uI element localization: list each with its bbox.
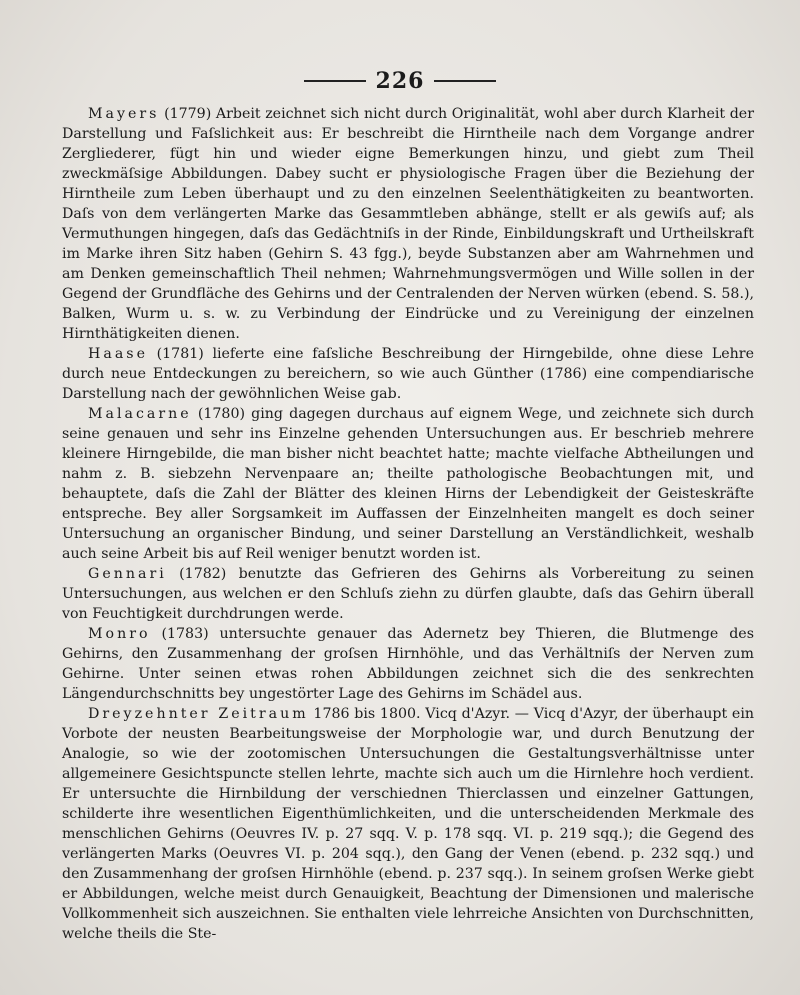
paragraph-text: (1781) lieferte eine faſsliche Beschreibung der Hirngebilde, ohne diese Lehre durch neue Entdeckungen zu bereichern, so wie auch Günther (1786) eine compendiarische Darstellung nach der gewöhnlichen Weise gab.	[62, 346, 754, 402]
paragraph-text: (1783) untersuchte genauer das Adernetz bey Thieren, die Blutmenge des Gehirns, den Zusammenhang der groſsen Hirnhöhle, und das Verhältniſs der Nerven zum Gehirne. Unter seinen etwas rohen Abbildungen zeichnet sich die des senkrechten Längendurchschnitts bey ungestörter Lage des Gehirns im Schädel aus.	[62, 626, 754, 702]
paragraph-gennari	[62, 564, 754, 624]
paragraph-text: 1786 bis 1800. Vicq d'Azyr. — Vicq d'Azyr, der überhaupt ein Vorbote der neusten Bearbeitungsweise der Morphologie war, und durch Benutzung der Analogie, so wie der zootomischen Untersuchungen die Gestaltungsverhältnisse unter allgemeinere Gesichtspuncte stellen lehrte, machte sich auch um die Hirnlehre hoch verdient. Er untersuchte die Hirnbildung der verschiednen Thierclassen und einzelner Gattungen, schilderte ihre wesentlichen Eigenthümlichkeiten, und die unterscheidenden Merkmale des menschlichen Gehirns (Oeuvres IV. p. 27 sqq. V. p. 178 sqq. VI. p. 219 sqq.); die Gegend des verlängerten Marks (Oeuvres VI. p. 204 sqq.), den Gang der Venen (ebend. p. 232 sqq.) und den Zusammenhang der groſsen Hirnhöhle (ebend. p. 237 sqq.). In seinem groſsen Werke giebt er Abbildungen, welche meist durch Genauigkeit, Beachtung der Dimensionen und malerische Vollkommenheit sich auszeichnen. Sie enthalten viele lehrreiche Ansichten von Durchschnitten, welche theils die Ste-	[62, 706, 754, 942]
paragraph-malacarne	[62, 404, 754, 564]
paragraph-mayers	[62, 104, 754, 344]
paragraph-text: (1780) ging dagegen durchaus auf eignem Wege, und zeichnete sich durch seine genauen und sehr ins Einzelne gehenden Untersuchungen aus. Er beschrieb mehrere kleinere Hirngebilde, die man bisher nicht beachtet hatte; machte vielfache Abtheilungen und nahm z. B. siebzehn Nervenpaare an; theilte pathologische Beobachtungen mit, und behauptete, daſs die Zahl der Blätter des kleinen Hirns der Lebendigkeit der Geisteskräfte entspreche. Bey aller Sorgsamkeit im Auffassen der Einzelnheiten mangelt es doch seiner Untersuchung an organischer Bindung, und seiner Darstellung an Verständlichkeit, weshalb auch seine Arbeit bis auf Reil weniger benutzt worden ist.	[62, 406, 754, 562]
author-name: Malacarne	[88, 406, 192, 422]
header-rule-left	[304, 80, 366, 82]
header-rule-right	[434, 80, 496, 82]
page-number: 226	[375, 68, 425, 94]
body-text	[62, 104, 754, 944]
paragraph-monro	[62, 624, 754, 704]
author-name: Haase	[88, 346, 148, 362]
author-name: Gennari	[88, 566, 167, 582]
page-header	[0, 66, 800, 96]
paragraph-text: (1779) Arbeit zeichnet sich nicht durch Originalität, wohl aber durch Klarheit der Darstellung und Faſslichkeit aus: Er beschreibt die Hirntheile nach dem Vorgange andrer Zergliederer, fügt hin und wieder eigne Bemerkungen hinzu, und giebt zum Theil zweckmäſsige Abbildungen. Dabey sucht er physiologische Fragen über die Beziehung der Hirntheile zum Leben überhaupt und zu den einzelnen Seelenthätigkeiten zu beantworten. Daſs von dem verlängerten Marke das Gesammtleben abhänge, stellt er als gewiſs auf; als Vermuthungen hingegen, daſs das Gedächtniſs in der Rinde, Einbildungskraft und Urtheilskraft im Marke ihren Sitz haben (Gehirn S. 43 fgg.), beyde Substanzen aber am Wahrnehmen und am Denken gemeinschaftlich Theil nehmen; Wahrnehmungsvermögen und Wille sollen in der Gegend der Grundfläche des Gehirns und der Centralenden der Nerven würken (ebend. S. 58.), Balken, Wurm u. s. w. zu Verbindung der Eindrücke und zu Vereinigung der einzelnen Hirnthätigkeiten dienen.	[62, 106, 754, 342]
author-name: Monro	[88, 626, 151, 642]
paragraph-zeitraum	[62, 704, 754, 944]
paragraph-text: (1782) benutzte das Gefrieren des Gehirns als Vorbereitung zu seinen Untersuchungen, aus welchen er den Schluſs ziehn zu dürfen glaubte, daſs das Gehirn überall von Feuchtigkeit durchdrungen werde.	[62, 566, 754, 622]
paragraph-haase	[62, 344, 754, 404]
section-heading: Dreyzehnter Zeitraum	[88, 706, 309, 722]
author-name: Mayers	[88, 106, 160, 122]
